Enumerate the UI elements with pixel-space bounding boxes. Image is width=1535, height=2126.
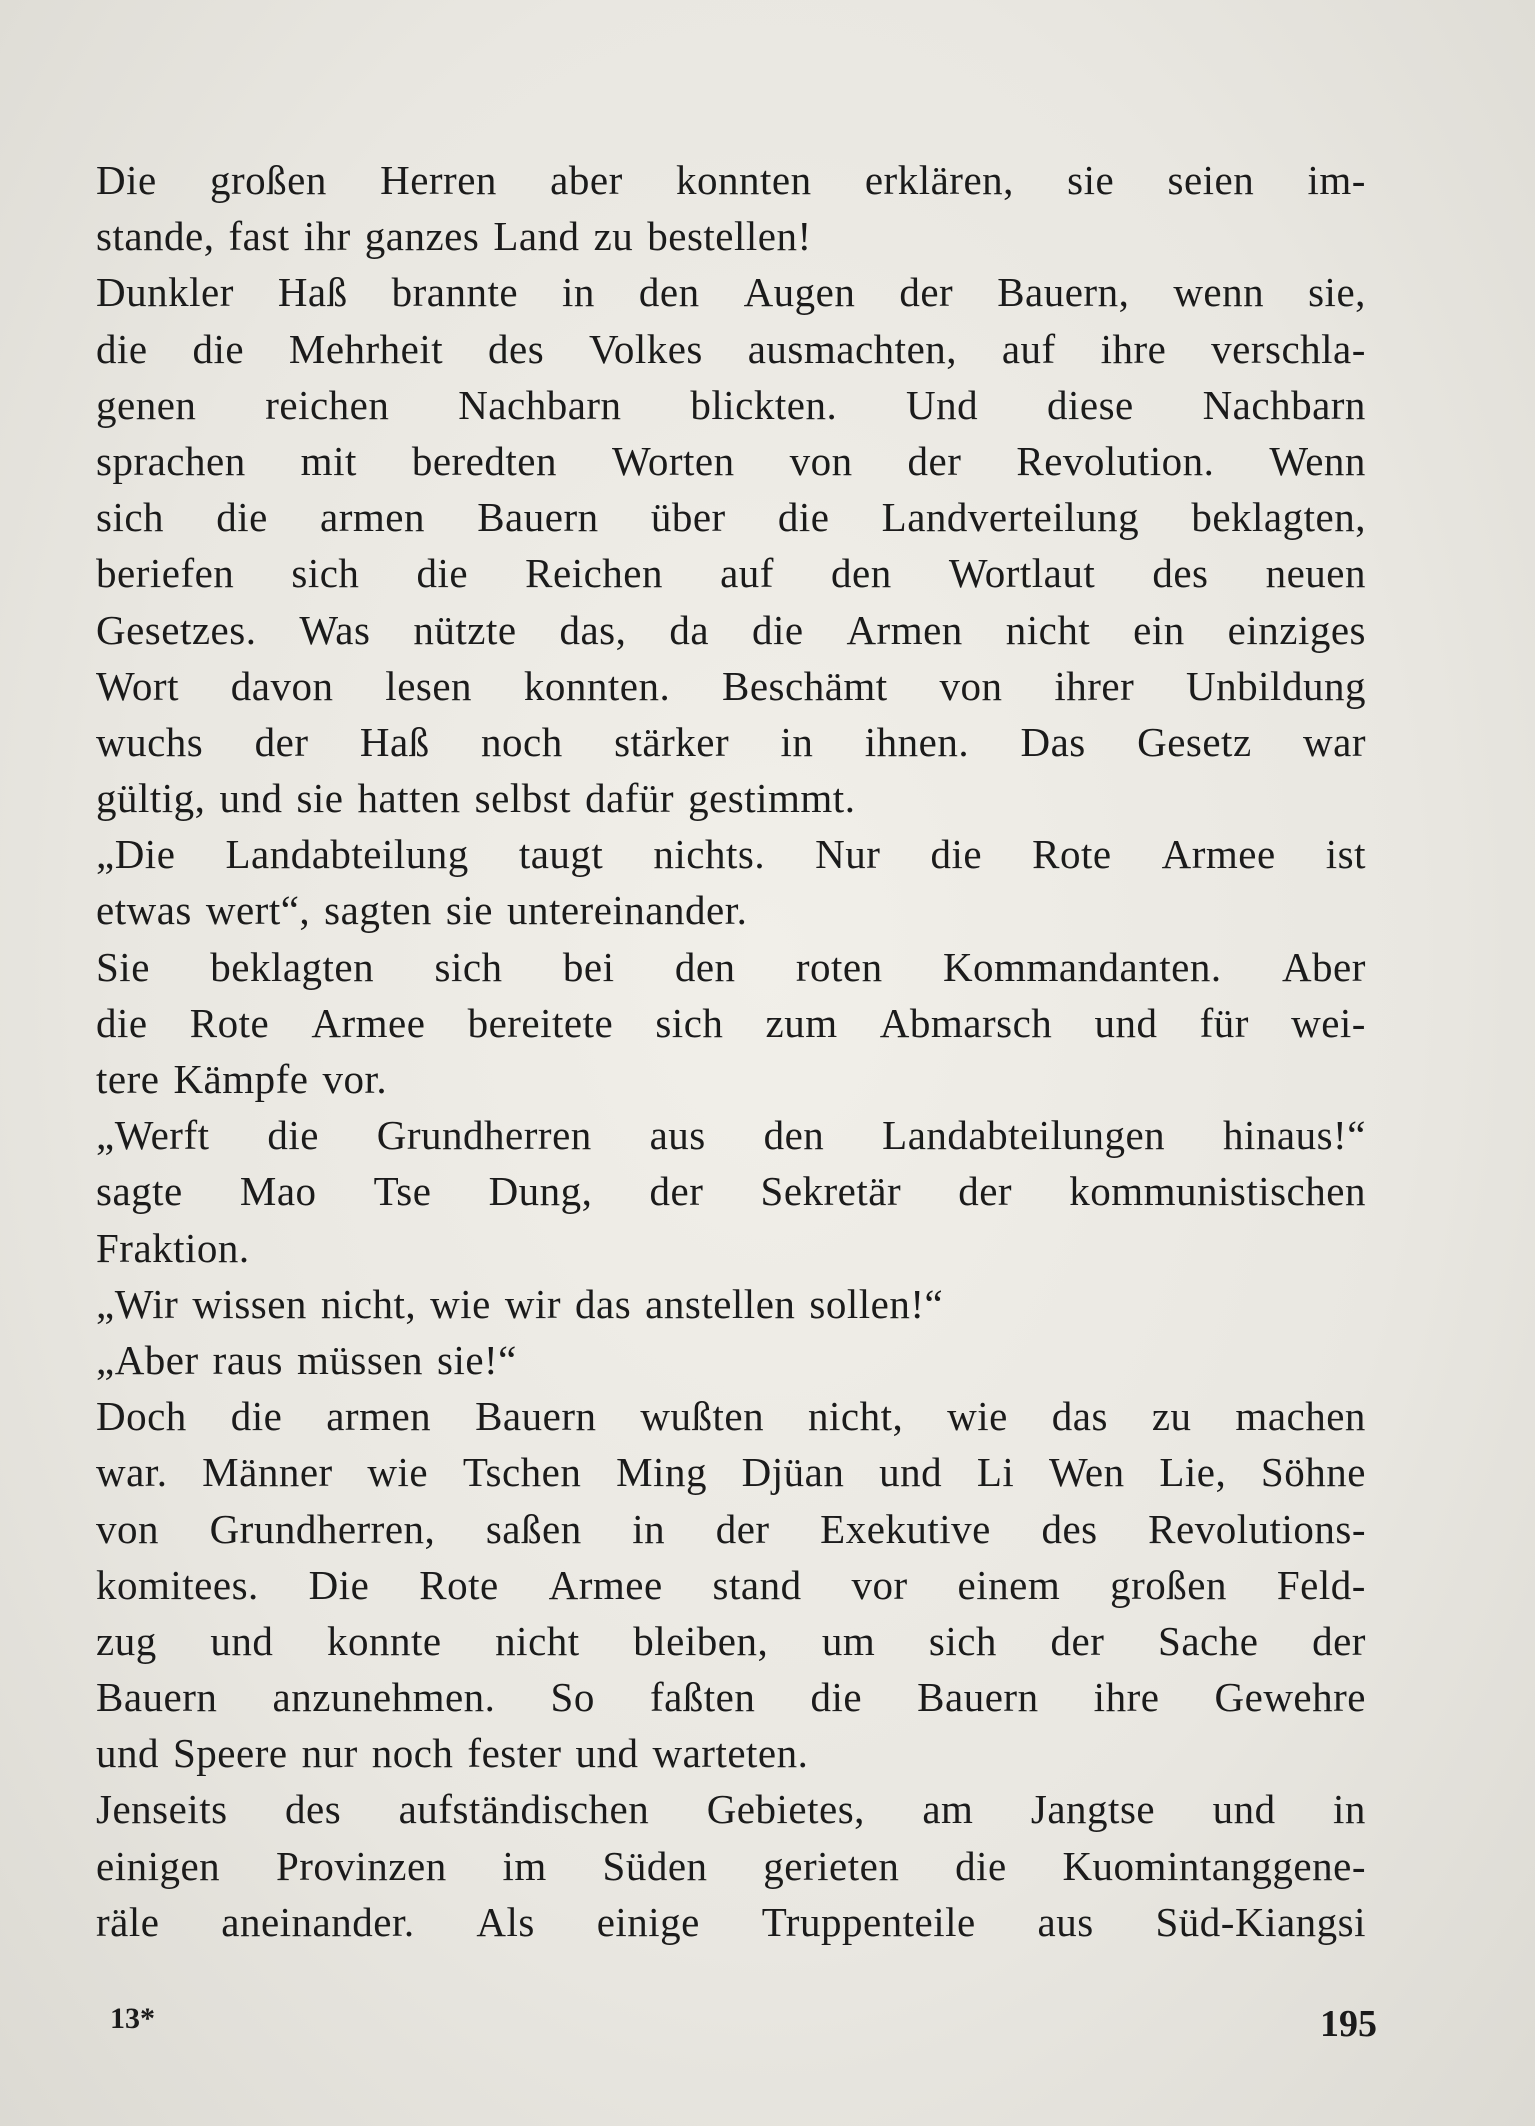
word: der xyxy=(1312,1617,1366,1664)
word: bei xyxy=(562,943,615,990)
word: und xyxy=(219,775,283,822)
word: im xyxy=(502,1842,547,1889)
word: die xyxy=(930,831,983,878)
word: Sache xyxy=(1158,1617,1259,1664)
word: Als xyxy=(476,1898,535,1945)
word: „Werft xyxy=(96,1112,210,1159)
word: Kommandanten. xyxy=(942,943,1222,990)
word: das, xyxy=(559,606,627,653)
text-line xyxy=(96,714,1366,770)
word: nützte xyxy=(413,606,517,653)
word: Was xyxy=(299,606,371,653)
word: sie xyxy=(1067,157,1115,203)
word: sich xyxy=(291,550,360,597)
word: Wenn xyxy=(1269,437,1366,484)
text-line xyxy=(96,882,1366,938)
word: in xyxy=(780,718,814,765)
word: sagten xyxy=(324,887,432,934)
text-line xyxy=(96,602,1366,658)
word: Gesetzes. xyxy=(96,606,257,653)
word: „Wir xyxy=(96,1280,179,1327)
word: der xyxy=(907,437,962,484)
signature-mark: 13* xyxy=(110,2002,155,2035)
word: den xyxy=(831,550,892,597)
word: brannte xyxy=(391,269,519,316)
word: zu xyxy=(593,213,634,260)
word: für xyxy=(1199,999,1249,1046)
word: das xyxy=(575,1280,632,1327)
word: nichts. xyxy=(653,831,766,878)
word: von xyxy=(939,662,1003,709)
word: Süd-Kiangsi xyxy=(1155,1898,1366,1945)
word: Nachbarn xyxy=(1202,381,1366,428)
word: sie, xyxy=(1308,269,1366,316)
text-line xyxy=(96,1107,1366,1163)
word: Die xyxy=(96,157,157,203)
word: Grundherren, xyxy=(209,1505,436,1552)
word: des xyxy=(1152,550,1209,597)
word: Augen xyxy=(743,269,856,316)
word: nicht, xyxy=(808,1393,904,1440)
word: reichen xyxy=(265,381,390,428)
word: Provinzen xyxy=(275,1842,447,1889)
word: Wort xyxy=(96,662,179,709)
word: wie xyxy=(367,1449,429,1496)
word: Land xyxy=(493,213,580,260)
word: stärker xyxy=(614,718,730,765)
word: neuen xyxy=(1265,550,1366,597)
word: Reichen xyxy=(525,550,664,597)
word: Herren xyxy=(380,157,497,203)
word: über xyxy=(650,494,726,541)
word: Revolutions- xyxy=(1148,1505,1366,1552)
text-line xyxy=(96,377,1366,433)
word: des xyxy=(1041,1505,1098,1552)
word: der xyxy=(899,269,954,316)
word: verschla- xyxy=(1211,325,1366,372)
word: Ming xyxy=(616,1449,707,1496)
word: großen xyxy=(1110,1561,1227,1608)
word: nicht xyxy=(1005,606,1091,653)
word: des xyxy=(285,1786,342,1833)
word: sich xyxy=(96,494,165,541)
word: von xyxy=(789,437,853,484)
word: stande, xyxy=(96,213,215,260)
word: der xyxy=(649,1168,704,1215)
word: Dung, xyxy=(488,1168,593,1215)
word: kommunistischen xyxy=(1069,1168,1366,1215)
word: dafür xyxy=(585,775,675,822)
word: Rote xyxy=(189,999,270,1046)
word: „Die xyxy=(96,831,176,878)
text-line xyxy=(96,995,1366,1051)
word: die xyxy=(955,1842,1007,1889)
word: sie xyxy=(296,775,344,822)
word: die xyxy=(96,325,148,372)
word: und xyxy=(96,1730,159,1777)
word: Speere xyxy=(173,1730,288,1777)
word: Haß xyxy=(359,718,430,765)
word: Süden xyxy=(602,1842,708,1889)
word: und xyxy=(1094,999,1158,1046)
word: Lie, xyxy=(1159,1449,1227,1496)
word: im- xyxy=(1307,157,1366,203)
word: die xyxy=(416,550,469,597)
word: und xyxy=(879,1449,943,1496)
word: noch xyxy=(481,718,563,765)
text-line xyxy=(96,433,1366,489)
word: Sekretär xyxy=(760,1168,902,1215)
word: beredten xyxy=(411,437,557,484)
word: und xyxy=(575,1730,639,1777)
word: beklagten xyxy=(210,943,375,990)
page-number: 195 xyxy=(1320,2003,1377,2045)
text-line xyxy=(96,1332,1366,1388)
word: wenn xyxy=(1173,269,1265,316)
word: anstellen xyxy=(645,1280,796,1327)
word: Beschämt xyxy=(722,662,888,709)
word: Tse xyxy=(373,1168,432,1215)
word: seien xyxy=(1167,157,1255,203)
word: Abmarsch xyxy=(879,999,1053,1046)
word: So xyxy=(550,1674,595,1721)
word: Landverteilung xyxy=(881,494,1140,541)
word: die xyxy=(267,1112,319,1159)
word: Landabteilungen xyxy=(882,1112,1166,1159)
word: selbst xyxy=(474,775,572,822)
word: Li xyxy=(976,1449,1015,1496)
word: Nachbarn xyxy=(458,381,622,428)
word: konnten xyxy=(676,157,812,203)
word: die xyxy=(230,1393,283,1440)
word: davon xyxy=(230,662,334,709)
word: hatten xyxy=(357,775,461,822)
word: Jenseits xyxy=(96,1786,228,1833)
text-line xyxy=(96,826,1366,882)
word: bleiben, xyxy=(633,1617,769,1664)
word: gerieten xyxy=(763,1842,900,1889)
word: wir xyxy=(504,1280,562,1327)
word: des xyxy=(488,325,545,372)
word: einem xyxy=(957,1561,1061,1608)
word: vor xyxy=(851,1561,908,1608)
word: Wortlaut xyxy=(948,550,1096,597)
word: die xyxy=(216,494,268,541)
word: stand xyxy=(712,1561,802,1608)
word: großen xyxy=(209,157,327,203)
text-line xyxy=(96,1051,1366,1107)
word: wie xyxy=(430,1280,491,1327)
word: den xyxy=(763,1112,825,1159)
word: um xyxy=(821,1617,876,1664)
word: einige xyxy=(596,1898,700,1945)
body-text xyxy=(96,152,1366,1950)
word: war xyxy=(1303,718,1366,765)
text-line xyxy=(96,152,1366,208)
word: das xyxy=(1051,1393,1108,1440)
word: saßen xyxy=(485,1505,582,1552)
word: die xyxy=(777,494,830,541)
word: faßten xyxy=(649,1674,756,1721)
word: wie xyxy=(947,1393,1008,1440)
word: Sie xyxy=(96,943,150,990)
text-line xyxy=(96,264,1366,320)
word: noch xyxy=(371,1730,454,1777)
word: aus xyxy=(1037,1898,1094,1945)
text-line xyxy=(96,1781,1366,1837)
word: in xyxy=(562,269,595,316)
text-line xyxy=(96,1220,1366,1276)
word: bereitete xyxy=(467,999,614,1046)
word: der xyxy=(1050,1617,1105,1664)
word: Und xyxy=(906,381,979,428)
word: wuchs xyxy=(96,718,204,765)
word: Mehrheit xyxy=(288,325,444,372)
word: von xyxy=(96,1505,159,1552)
word: Worten xyxy=(611,437,735,484)
word: Exekutive xyxy=(820,1505,991,1552)
word: Mao xyxy=(239,1168,317,1215)
word: Bauern xyxy=(475,1393,597,1440)
word: Kämpfe xyxy=(173,1056,309,1102)
word: beriefen xyxy=(96,550,235,597)
word: Armee xyxy=(548,1561,663,1608)
word: vor. xyxy=(322,1056,388,1102)
word: sie xyxy=(445,887,493,934)
word: auf xyxy=(1001,325,1056,372)
word: war. xyxy=(96,1449,168,1496)
text-line xyxy=(96,1557,1366,1613)
word: ihr xyxy=(303,213,351,260)
word: hinaus!“ xyxy=(1223,1112,1366,1159)
word: Söhne xyxy=(1260,1449,1366,1496)
word: Männer xyxy=(202,1449,333,1496)
word: nicht xyxy=(495,1617,580,1664)
word: Unbildung xyxy=(1186,662,1366,709)
word: „Aber xyxy=(96,1336,199,1383)
word: in xyxy=(1333,1786,1366,1833)
word: aneinander. xyxy=(221,1898,415,1945)
word: die xyxy=(96,999,148,1046)
word: Bauern xyxy=(477,494,599,541)
word: tere xyxy=(96,1056,160,1102)
text-line xyxy=(96,1501,1366,1557)
word: sie!“ xyxy=(436,1336,517,1383)
word: gültig, xyxy=(96,775,206,822)
word: wei- xyxy=(1291,999,1366,1046)
word: ihre xyxy=(1093,1674,1160,1721)
word: Nur xyxy=(815,831,881,878)
text-line xyxy=(96,939,1366,995)
word: wert“, xyxy=(205,887,311,934)
word: bestellen! xyxy=(647,213,812,260)
word: Dunkler xyxy=(96,269,234,316)
word: Tschen xyxy=(462,1449,582,1496)
text-line xyxy=(96,1613,1366,1669)
word: fester xyxy=(467,1730,562,1777)
word: warteten. xyxy=(652,1730,809,1777)
word: gestimmt. xyxy=(688,775,856,822)
word: den xyxy=(638,269,700,316)
text-line xyxy=(96,1838,1366,1894)
word: und xyxy=(210,1617,274,1664)
word: konnte xyxy=(326,1617,442,1664)
word: ihrer xyxy=(1054,662,1135,709)
word: Doch xyxy=(96,1393,187,1440)
text-line xyxy=(96,658,1366,714)
word: diese xyxy=(1046,381,1134,428)
word: untereinander. xyxy=(506,887,748,934)
word: Rote xyxy=(1032,831,1112,878)
word: einigen xyxy=(96,1842,221,1889)
word: Aber xyxy=(1281,943,1366,990)
word: Bauern xyxy=(96,1674,218,1721)
word: nicht, xyxy=(320,1280,417,1327)
word: Gewehre xyxy=(1214,1674,1366,1721)
word: Armee xyxy=(1161,831,1276,878)
word: aber xyxy=(550,157,623,203)
word: raus xyxy=(212,1336,283,1383)
word: komitees. xyxy=(96,1561,259,1608)
word: mit xyxy=(300,437,357,484)
word: ist xyxy=(1325,831,1366,878)
text-line xyxy=(96,321,1366,377)
word: Kuomintanggene- xyxy=(1062,1842,1366,1889)
word: roten xyxy=(795,943,883,990)
word: Bauern xyxy=(917,1674,1039,1721)
word: der xyxy=(254,718,309,765)
word: die xyxy=(192,325,245,372)
word: Revolution. xyxy=(1016,437,1215,484)
word: der xyxy=(958,1168,1013,1215)
text-line xyxy=(96,545,1366,601)
word: machen xyxy=(1235,1393,1366,1440)
word: ausmachten, xyxy=(747,325,958,372)
word: Gebietes, xyxy=(706,1786,865,1833)
word: zug xyxy=(96,1617,157,1664)
word: genen xyxy=(96,381,197,428)
word: etwas xyxy=(96,887,192,934)
word: Bauern, xyxy=(997,269,1130,316)
word: auf xyxy=(720,550,774,597)
text-line xyxy=(96,770,1366,826)
word: der xyxy=(715,1505,770,1552)
word: fast xyxy=(228,213,290,260)
text-line xyxy=(96,1894,1366,1950)
word: aus xyxy=(649,1112,706,1159)
word: erklären, xyxy=(864,157,1014,203)
word: da xyxy=(669,606,710,653)
word: zu xyxy=(1151,1393,1192,1440)
word: sich xyxy=(928,1617,997,1664)
word: armen xyxy=(326,1393,432,1440)
text-line xyxy=(96,1276,1366,1332)
word: Grundherren xyxy=(376,1112,592,1159)
word: Feld- xyxy=(1276,1561,1366,1608)
word: lesen xyxy=(385,662,473,709)
word: Wen xyxy=(1048,1449,1125,1496)
word: ihnen. xyxy=(864,718,970,765)
word: Fraktion. xyxy=(96,1224,250,1271)
word: Das xyxy=(1020,718,1086,765)
word: wissen xyxy=(192,1280,307,1327)
word: und xyxy=(1212,1786,1276,1833)
word: armen xyxy=(320,494,425,541)
word: Haß xyxy=(277,269,348,316)
word: den xyxy=(674,943,736,990)
word: beklagten, xyxy=(1191,494,1366,541)
text-line xyxy=(96,1163,1366,1219)
word: am xyxy=(922,1786,974,1833)
word: ganzes xyxy=(364,213,480,260)
word: Armen xyxy=(846,606,963,653)
word: blickten. xyxy=(690,381,838,428)
text-line xyxy=(96,1388,1366,1444)
word: ihre xyxy=(1100,325,1167,372)
word: Djüan xyxy=(741,1449,845,1496)
word: Gesetz xyxy=(1137,718,1252,765)
word: Armee xyxy=(311,999,426,1046)
word: sagte xyxy=(96,1168,183,1215)
text-line xyxy=(96,1669,1366,1725)
text-line xyxy=(96,1725,1366,1781)
word: aufständischen xyxy=(398,1786,650,1833)
word: wußten xyxy=(640,1393,765,1440)
word: sprachen xyxy=(96,437,246,484)
word: anzunehmen. xyxy=(272,1674,496,1721)
word: sollen!“ xyxy=(809,1280,944,1327)
word: konnten. xyxy=(523,662,671,709)
text-line xyxy=(96,489,1366,545)
word: einziges xyxy=(1227,606,1366,653)
word: Die xyxy=(308,1561,370,1608)
word: Truppenteile xyxy=(761,1898,976,1945)
text-line xyxy=(96,1444,1366,1500)
word: die xyxy=(810,1674,863,1721)
word: taugt xyxy=(518,831,604,878)
word: sich xyxy=(655,999,724,1046)
word: Landabteilung xyxy=(225,831,469,878)
word: die xyxy=(751,606,804,653)
word: Volkes xyxy=(589,325,703,372)
word: räle xyxy=(96,1898,160,1945)
word: zum xyxy=(765,999,838,1046)
text-line xyxy=(96,208,1366,264)
word: in xyxy=(632,1505,666,1552)
word: müssen xyxy=(296,1336,423,1383)
word: ein xyxy=(1133,606,1185,653)
word: sich xyxy=(434,943,503,990)
word: nur xyxy=(301,1730,358,1777)
word: Jangtse xyxy=(1030,1786,1156,1833)
word: Rote xyxy=(419,1561,499,1608)
